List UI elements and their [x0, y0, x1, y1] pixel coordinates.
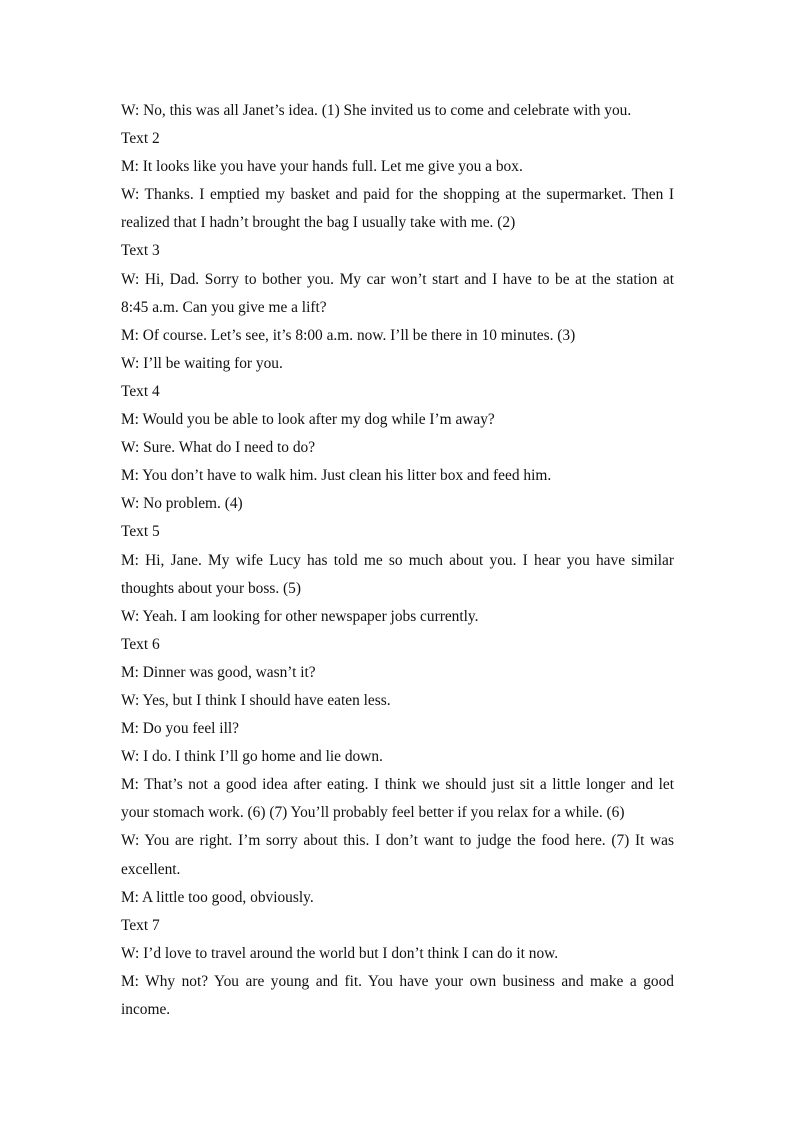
transcript-line: Text 5	[121, 523, 160, 541]
transcript-line: your stomach work. (6) (7) You’ll probably feel better if you relax for a while. (6)	[121, 804, 625, 822]
transcript-line: M: Hi, Jane. My wife Lucy has told me so much about you. I hear you have similar	[121, 551, 674, 569]
transcript-line: Text 7	[121, 916, 160, 934]
transcript-line: M: Of course. Let’s see, it’s 8:00 a.m. now. I’ll be there in 10 minutes. (3)	[121, 326, 576, 344]
transcript-line: M: Dinner was good, wasn’t it?	[121, 663, 316, 681]
transcript-line: M: Would you be able to look after my dog while I’m away?	[121, 411, 495, 429]
transcript-line: M: Why not? You are young and fit. You have your own business and make a good	[121, 972, 674, 990]
transcript-line: W: No, this was all Janet’s idea. (1) She invited us to come and celebrate with you.	[121, 102, 632, 119]
transcript-line: income.	[121, 1001, 171, 1018]
transcript-line: W: Sure. What do I need to do?	[121, 439, 316, 457]
transcript-line: M: It looks like you have your hands full. Let me give you a box.	[121, 158, 523, 176]
transcript-line: W: Yes, but I think I should have eaten less.	[121, 691, 391, 709]
transcript-line: W: Hi, Dad. Sorry to bother you. My car won’t start and I have to be at the station at	[121, 270, 674, 288]
transcript-line: W: I’ll be waiting for you.	[121, 354, 283, 372]
transcript-line: W: Yeah. I am looking for other newspaper jobs currently.	[121, 607, 479, 625]
transcript-line: 8:45 a.m. Can you give me a lift?	[121, 298, 327, 316]
transcript-line: realized that I hadn’t brought the bag I usually take with me. (2)	[121, 214, 516, 232]
transcript-line: W: No problem. (4)	[121, 495, 243, 513]
transcript-line: excellent.	[121, 860, 181, 878]
transcript-line: W: You are right. I’m sorry about this. I don’t want to judge the food here. (7) It was	[121, 832, 674, 850]
transcript-line: W: I’d love to travel around the world but I don’t think I can do it now.	[121, 944, 559, 962]
transcript-line: Text 3	[121, 242, 160, 260]
transcript-line: thoughts about your boss. (5)	[121, 579, 301, 597]
transcript-line: Text 4	[121, 382, 160, 400]
transcript-line: M: Do you feel ill?	[121, 720, 239, 738]
transcript-line: W: Thanks. I emptied my basket and paid for the shopping at the supermarket. Then I	[121, 186, 674, 204]
transcript-line: Text 6	[121, 635, 160, 653]
transcript-page	[121, 97, 674, 1024]
transcript-line: M: A little too good, obviously.	[121, 888, 314, 906]
transcript-line: Text 2	[121, 130, 160, 148]
transcript-line: M: That’s not a good idea after eating. I think we should just sit a little longer and let	[121, 776, 674, 794]
transcript-line: W: I do. I think I’ll go home and lie down.	[121, 748, 383, 766]
transcript-line: M: You don’t have to walk him. Just clean his litter box and feed him.	[121, 467, 552, 485]
